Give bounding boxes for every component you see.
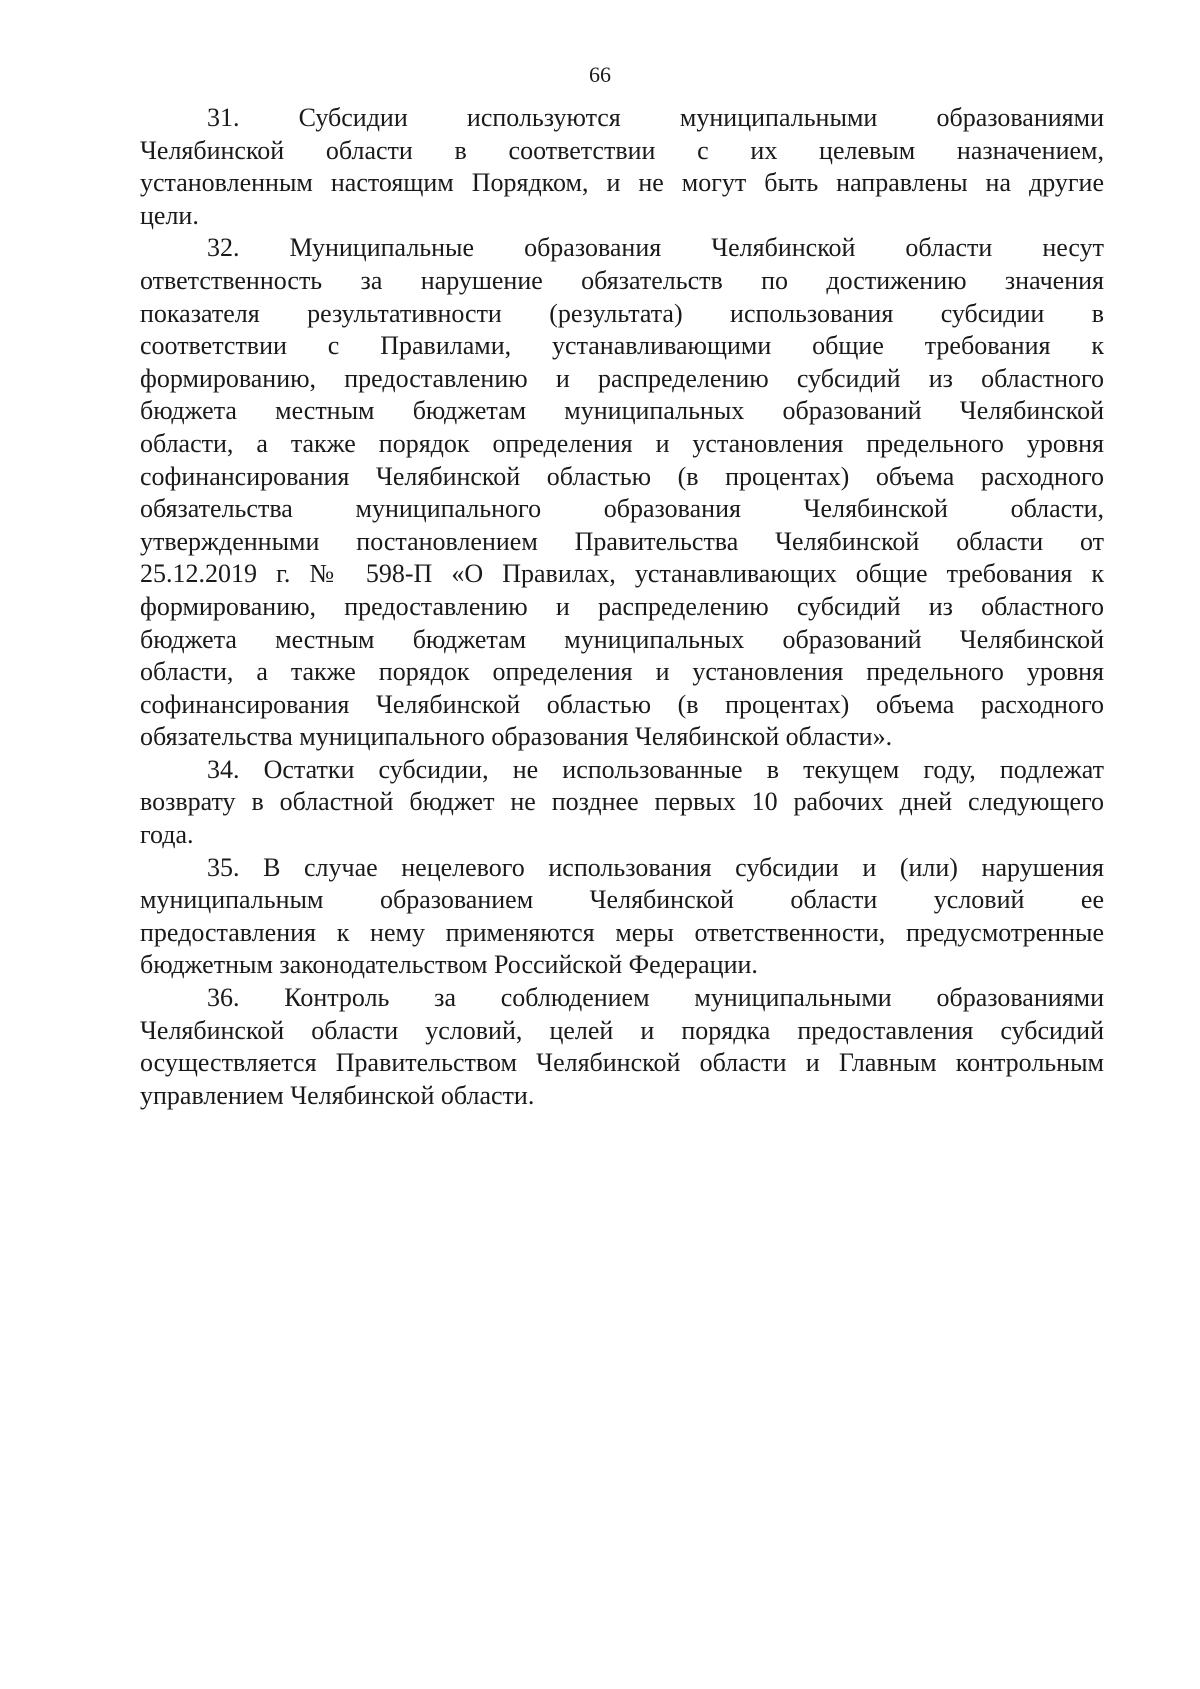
text-line: показателя результативности (результата) использования субсидии в: [140, 298, 1104, 328]
text-line: 34. Остатки субсидии, не использованные в текущем году, подлежат: [207, 754, 1104, 784]
paragraph-31: [140, 102, 1104, 232]
text-line: бюджетным законодательством Российской Федерации.: [140, 950, 758, 980]
text-line: софинансирования Челябинской областью (в процентах) объема расходного: [140, 689, 1104, 719]
text-line: соответствии с Правилами, устанавливающими общие требования к: [140, 331, 1104, 361]
text-line: бюджета местным бюджетам муниципальных образований Челябинской: [140, 396, 1104, 426]
text-line: осуществляется Правительством Челябинской области и Главным контрольным: [140, 1048, 1104, 1078]
text-line: утвержденными постановлением Правительства Челябинской области от: [140, 526, 1104, 556]
paragraph-35: [140, 852, 1104, 982]
paragraph-36: [140, 982, 1104, 1112]
text-line: области, а также порядок определения и установления предельного уровня: [140, 428, 1104, 458]
document-body: [140, 102, 1104, 1112]
text-line: ответственность за нарушение обязательств по достижению значения: [140, 265, 1104, 295]
text-line: обязательства муниципального образования Челябинской области,: [140, 494, 1104, 524]
text-line: бюджета местным бюджетам муниципальных образований Челябинской: [140, 624, 1104, 654]
text-line: Челябинской области в соответствии с их целевым назначением,: [140, 135, 1104, 165]
text-line: возврату в областной бюджет не позднее первых 10 рабочих дней следующего: [140, 787, 1104, 817]
text-line: формированию, предоставлению и распределению субсидий из областного: [140, 363, 1104, 393]
text-line: 32. Муниципальные образования Челябинской области несут: [207, 233, 1104, 263]
text-line: муниципальным образованием Челябинской области условий ее: [140, 885, 1104, 915]
text-line: цели.: [140, 200, 199, 230]
text-line: 35. В случае нецелевого использования субсидии и (или) нарушения: [207, 852, 1104, 882]
text-line: предоставления к нему применяются меры ответственности, предусмотренные: [140, 917, 1104, 947]
paragraph-32: [140, 232, 1104, 754]
text-line: 36. Контроль за соблюдением муниципальными образованиями: [207, 983, 1104, 1013]
text-line: области, а также порядок определения и установления предельного уровня: [140, 657, 1104, 687]
page-number: 66: [589, 62, 611, 87]
text-line: управлением Челябинской области.: [140, 1080, 535, 1110]
text-line: 25.12.2019 г. № 598-П «О Правилах, устанавливающих общие требования к: [140, 559, 1104, 589]
text-line: установленным настоящим Порядком, и не могут быть направлены на другие: [140, 168, 1104, 198]
text-line: формированию, предоставлению и распределению субсидий из областного: [140, 591, 1104, 621]
text-line: Челябинской области условий, целей и порядка предоставления субсидий: [140, 1015, 1104, 1045]
text-line: софинансирования Челябинской областью (в процентах) объема расходного: [140, 461, 1104, 491]
paragraph-34: [140, 754, 1104, 852]
text-line: 31. Субсидии используются муниципальными образованиями: [207, 103, 1104, 132]
text-line: года.: [140, 820, 194, 850]
text-line: обязательства муниципального образования Челябинской области».: [140, 722, 893, 752]
